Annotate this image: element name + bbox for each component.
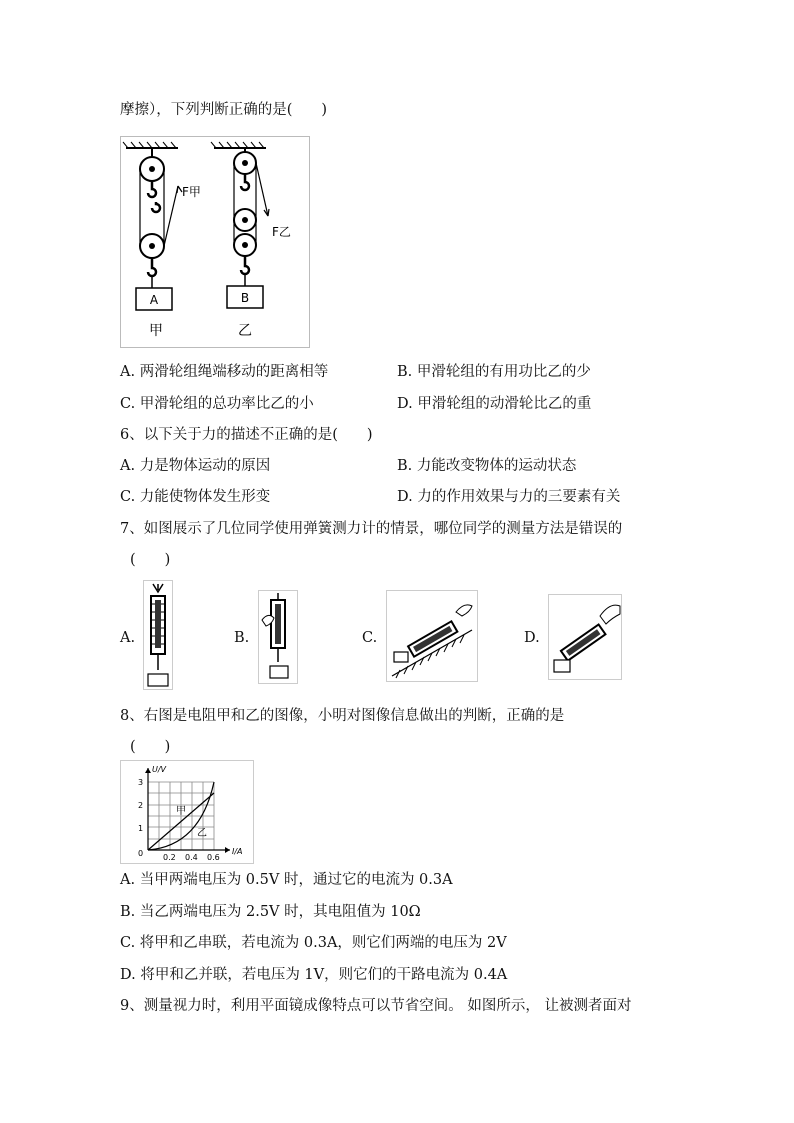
- curve-yi-label: 乙: [197, 828, 207, 839]
- q6-option-b: B. 力能改变物体的运动状态: [397, 458, 577, 474]
- box-a-label: A: [149, 293, 159, 307]
- q5-stem-tail: 摩擦），下列判断正确的是( ): [120, 102, 328, 118]
- q7-stem: 7、如图展示了几位同学使用弹簧测力计的情景，哪位同学的测量方法是错误的: [120, 521, 623, 537]
- origin-label: 0: [138, 849, 144, 858]
- q8-paren: ( ): [130, 739, 171, 755]
- q6-stem: 6、以下关于力的描述不正确的是( ): [120, 427, 373, 443]
- y-axis-label: U/V: [152, 765, 167, 774]
- spring-scale-d: [548, 594, 622, 680]
- x-tick-0.6: 0.6: [207, 853, 220, 862]
- q8-option-d: D. 将甲和乙并联，若电压为 1V，则它们的干路电流为 0.4A: [120, 967, 508, 983]
- pulley-figure: [120, 136, 310, 348]
- force-yi-label: F乙: [272, 225, 291, 239]
- q6-option-d: D. 力的作用效果与力的三要素有关: [397, 489, 621, 505]
- q7-label-a: A.: [120, 630, 136, 646]
- q6-option-c: C. 力能使物体发生形变: [120, 489, 271, 505]
- x-axis-label: I/A: [232, 847, 243, 856]
- x-tick-0.4: 0.4: [185, 853, 198, 862]
- q8-option-a: A. 当甲两端电压为 0.5V 时，通过它的电流为 0.3A: [120, 872, 453, 888]
- y-tick-3: 3: [138, 778, 144, 787]
- y-tick-1: 1: [138, 824, 144, 833]
- spring-scale-b: [258, 590, 298, 684]
- q8-option-b: B. 当乙两端电压为 2.5V 时，其电阻值为 10Ω: [120, 904, 421, 920]
- y-tick-2: 2: [138, 801, 144, 810]
- spring-scale-c: [386, 590, 478, 682]
- spring-scale-a: [143, 580, 173, 690]
- q5-option-a: A. 两滑轮组绳端移动的距离相等: [120, 364, 329, 380]
- box-b-label: B: [240, 291, 250, 305]
- q9-stem: 9、测量视力时，利用平面镜成像特点可以节省空间。 如图所示， 让被测者面对: [120, 998, 632, 1014]
- q7-label-d: D.: [524, 630, 540, 646]
- q5-option-b: B. 甲滑轮组的有用功比乙的少: [397, 364, 591, 380]
- q7-label-c: C.: [362, 630, 378, 646]
- q8-option-c: C. 将甲和乙串联，若电流为 0.3A，则它们两端的电压为 2V: [120, 935, 507, 951]
- q6-option-a: A. 力是物体运动的原因: [120, 458, 271, 474]
- ui-graph: [120, 760, 254, 864]
- force-jia-label: F甲: [182, 185, 201, 199]
- curve-jia-label: 甲: [176, 806, 186, 817]
- q5-option-d: D. 甲滑轮组的动滑轮比乙的重: [397, 396, 592, 412]
- q5-option-c: C. 甲滑轮组的总功率比乙的小: [120, 396, 314, 412]
- q7-paren: ( ): [130, 552, 171, 568]
- caption-yi: 乙: [238, 323, 252, 339]
- caption-jia: 甲: [149, 323, 163, 339]
- q7-label-b: B.: [234, 630, 250, 646]
- q8-stem: 8、右图是电阻甲和乙的图像，小明对图像信息做出的判断，正确的是: [120, 708, 565, 724]
- x-tick-0.2: 0.2: [163, 853, 176, 862]
